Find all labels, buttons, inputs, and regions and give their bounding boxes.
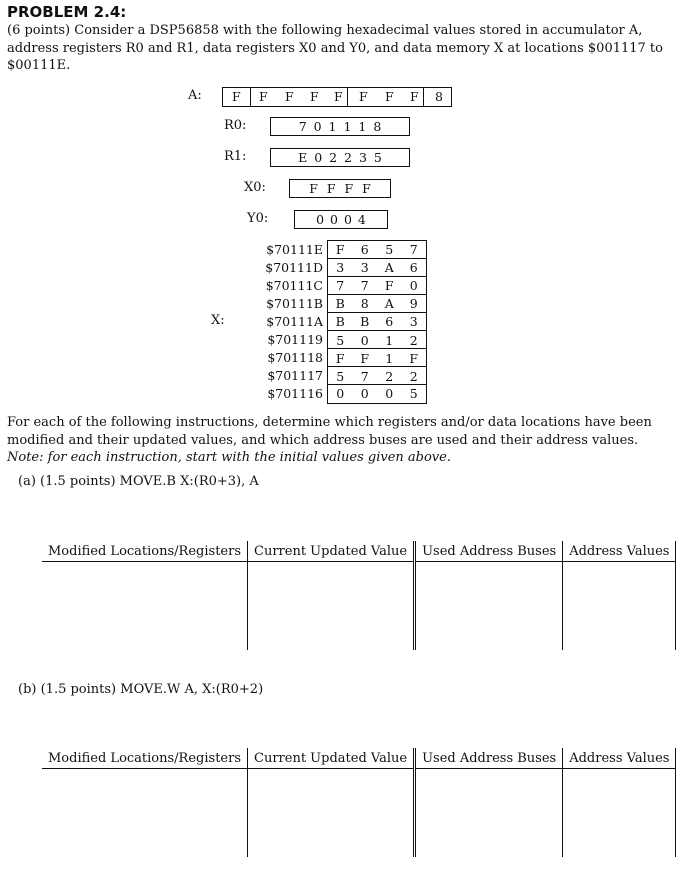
memory-cell: B xyxy=(360,314,370,330)
memory-cell: F xyxy=(409,350,419,366)
memory-row xyxy=(257,294,427,312)
memory-cell: A xyxy=(384,296,394,312)
register-x0-label: X0: xyxy=(244,180,266,195)
memory-cell: 5 xyxy=(409,386,418,402)
memory-row xyxy=(257,276,427,294)
problem-intro: (6 points) Consider a DSP56858 with the following hexadecimal values stored in accumulator A, address registers R0 and R1, data registers X0 and Y0, and data memory X at locations $001117 to $00111E. xyxy=(7,23,663,73)
header-current-updated-value: Current Updated Value xyxy=(248,748,415,769)
answer-cell[interactable] xyxy=(415,769,563,858)
memory-cell: 0 xyxy=(360,332,369,348)
answer-cell[interactable] xyxy=(415,562,563,651)
memory-row xyxy=(257,349,427,367)
memory-cell: B xyxy=(335,296,345,312)
register-a-box xyxy=(222,87,452,107)
answer-cell[interactable] xyxy=(248,562,415,651)
header-address-values: Address Values xyxy=(563,748,676,769)
register-a-digit: 8 xyxy=(435,89,443,104)
memory-cell: 6 xyxy=(360,242,369,258)
memory-address: $701118 xyxy=(267,350,323,366)
answer-table-b xyxy=(42,748,676,857)
memory-cell: 7 xyxy=(360,278,369,294)
memory-address: $70111C xyxy=(265,277,323,293)
memory-address: $70111E xyxy=(266,241,323,257)
register-a-digit: F xyxy=(310,89,319,104)
header-modified-locations: Modified Locations/Registers xyxy=(42,748,248,769)
memory-cell: 7 xyxy=(336,278,345,294)
register-a-digit: F xyxy=(359,89,368,104)
memory-cell: 2 xyxy=(409,332,418,348)
register-a-label: A: xyxy=(188,88,202,103)
memory-cell: F xyxy=(335,242,345,258)
register-a-digit: F xyxy=(232,89,241,104)
header-address-values: Address Values xyxy=(563,541,676,562)
memory-row xyxy=(257,330,427,348)
memory-cell: F xyxy=(360,350,370,366)
header-current-updated-value: Current Updated Value xyxy=(248,541,415,562)
memory-address: $70111A xyxy=(266,313,323,329)
memory-row xyxy=(257,312,427,330)
memory-x-label: X: xyxy=(211,313,225,328)
memory-address: $701119 xyxy=(267,332,323,348)
memory-cell: 0 xyxy=(360,386,369,402)
instructions-note: Note: for each instruction, start with the initial values given above. xyxy=(7,450,451,465)
header-modified-locations: Modified Locations/Registers xyxy=(42,541,248,562)
memory-cell: 0 xyxy=(409,278,418,294)
register-a-digit: F xyxy=(410,89,419,104)
memory-row xyxy=(257,240,427,258)
memory-cell: 0 xyxy=(336,386,345,402)
memory-address: $701117 xyxy=(267,368,323,384)
instructions-text: For each of the following instructions, determine which registers and/or data locations have been modified and their updated values, and which address buses are used and their address values. xyxy=(7,415,652,448)
memory-cell: F xyxy=(335,350,345,366)
part-b-question: (b) (1.5 points) MOVE.W A, X:(R0+2) xyxy=(18,682,264,697)
answer-cell[interactable] xyxy=(248,769,415,858)
memory-table xyxy=(257,240,427,403)
memory-cell: 7 xyxy=(360,368,369,384)
memory-cell: 7 xyxy=(409,242,418,258)
memory-cell: 5 xyxy=(336,332,345,348)
memory-cell: 1 xyxy=(385,350,394,366)
register-x0-value: F F F F xyxy=(289,179,391,198)
memory-cell: 8 xyxy=(360,296,369,312)
header-used-address-buses: Used Address Buses xyxy=(415,541,563,562)
memory-cell: 3 xyxy=(360,260,369,276)
register-y0-label: Y0: xyxy=(247,211,269,226)
register-r1-value: E 0 2 2 3 5 xyxy=(270,148,410,167)
memory-address: $701116 xyxy=(267,386,323,402)
instructions-paragraph xyxy=(7,414,679,467)
register-a-digit: F xyxy=(285,89,294,104)
answer-cell[interactable] xyxy=(42,769,248,858)
answer-cell[interactable] xyxy=(42,562,248,651)
memory-address: $70111D xyxy=(265,259,323,275)
memory-cell: 5 xyxy=(336,368,345,384)
memory-cell: 1 xyxy=(385,332,394,348)
register-a-digit: F xyxy=(259,89,268,104)
register-r0-value: 7 0 1 1 1 8 xyxy=(270,117,410,136)
problem-title: PROBLEM 2.4: xyxy=(7,3,127,21)
header-used-address-buses: Used Address Buses xyxy=(415,748,563,769)
memory-address: $70111B xyxy=(266,295,323,311)
memory-cell: 3 xyxy=(409,314,418,330)
memory-cell: B xyxy=(335,314,345,330)
register-r0-label: R0: xyxy=(224,118,247,133)
register-a-digit: F xyxy=(385,89,394,104)
memory-cell: 5 xyxy=(385,242,394,258)
memory-row xyxy=(257,258,427,276)
memory-cell: 6 xyxy=(409,260,418,276)
memory-cell: 0 xyxy=(385,386,394,402)
memory-cell: 2 xyxy=(409,368,418,384)
answer-table-a xyxy=(42,541,676,650)
part-a-question: (a) (1.5 points) MOVE.B X:(R0+3), A xyxy=(18,474,259,489)
memory-cell: 6 xyxy=(385,314,394,330)
memory-cell: A xyxy=(384,260,394,276)
answer-cell[interactable] xyxy=(563,769,676,858)
memory-row xyxy=(257,367,427,385)
memory-row xyxy=(257,385,427,403)
register-y0-value: 0 0 0 4 xyxy=(294,210,388,229)
register-a-digit: F xyxy=(334,89,343,104)
memory-cell: 2 xyxy=(385,368,394,384)
memory-cell: 9 xyxy=(409,296,418,312)
memory-cell: F xyxy=(384,278,394,294)
register-r1-label: R1: xyxy=(224,149,247,164)
memory-cell: 3 xyxy=(336,260,345,276)
answer-cell[interactable] xyxy=(563,562,676,651)
